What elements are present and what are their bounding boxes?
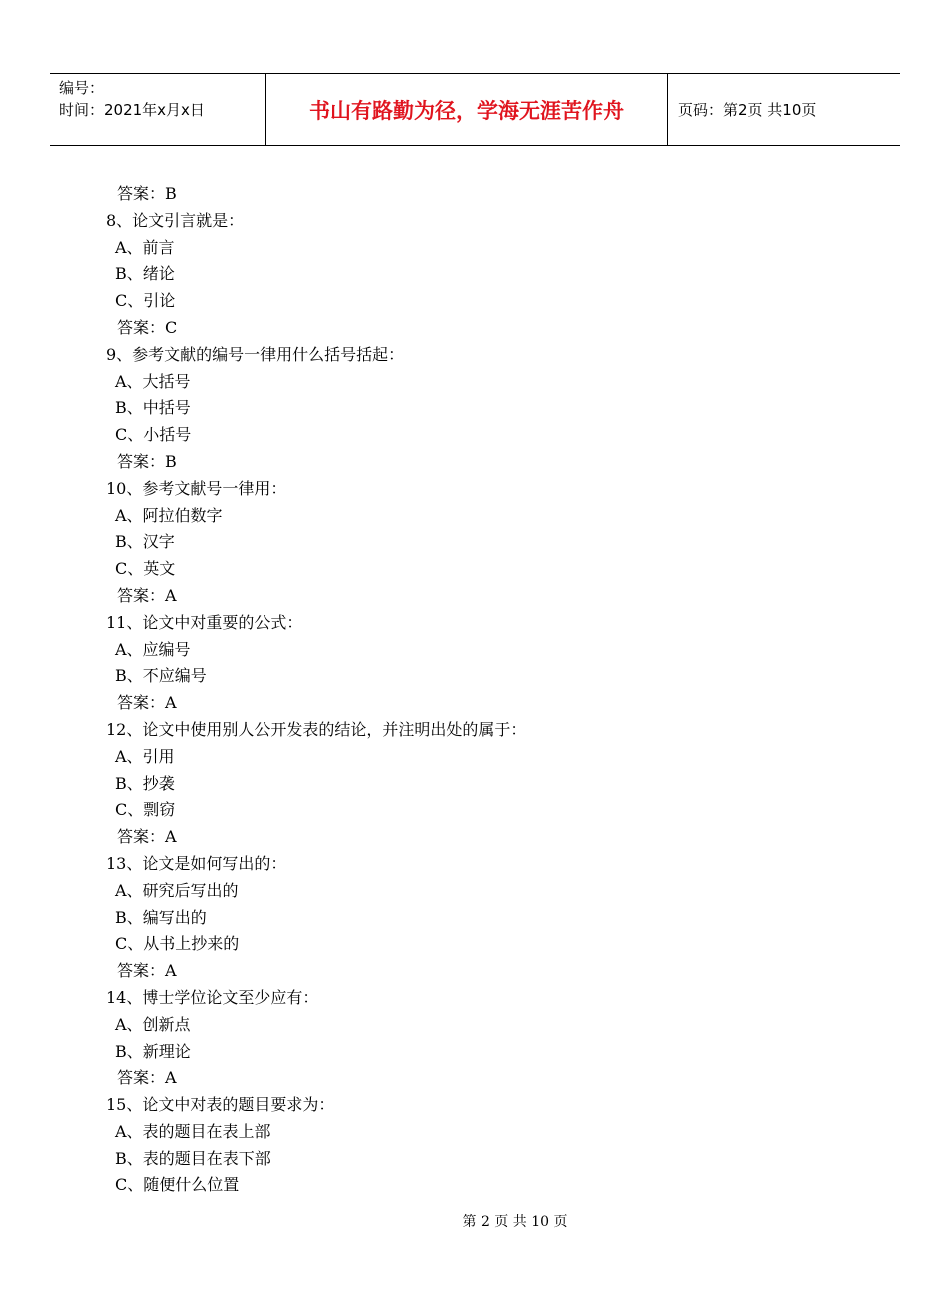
footer-page-number: 第 2 页 共 10 页 xyxy=(462,1214,568,1230)
answer-option: B、不应编号 xyxy=(115,666,207,686)
answer-option: A、应编号 xyxy=(115,639,191,659)
document-time-label: 时间：2021年x月x日 xyxy=(59,101,205,119)
question-text: 14、博士学位论文至少应有： xyxy=(106,987,319,1007)
header-page-number: 页码：第2页 共10页 xyxy=(678,101,817,119)
answer-option: B、新理论 xyxy=(115,1041,191,1061)
answer-key: 答案：B xyxy=(117,184,177,203)
header-meta-cell xyxy=(50,74,266,145)
page-footer xyxy=(0,1211,950,1231)
answer-option: B、抄袭 xyxy=(115,773,175,793)
answer-option: C、随便什么位置 xyxy=(115,1175,240,1195)
answer-option: C、小括号 xyxy=(115,425,192,445)
question-text: 10、参考文献号一律用： xyxy=(106,478,287,498)
answer-option: A、研究后写出的 xyxy=(115,880,239,900)
header-motto-cell xyxy=(266,74,668,145)
answer-option: B、中括号 xyxy=(115,398,191,418)
answer-key: 答案：A xyxy=(117,1068,177,1088)
question-text: 9、参考文献的编号一律用什么括号括起： xyxy=(106,344,405,364)
question-text: 12、论文中使用别人公开发表的结论，并注明出处的属于： xyxy=(106,719,527,739)
answer-key: 答案：A xyxy=(117,827,177,847)
document-body xyxy=(106,181,806,1199)
page-header xyxy=(50,73,900,146)
answer-option: A、创新点 xyxy=(115,1014,191,1034)
answer-option: C、剽窃 xyxy=(115,800,176,820)
question-text: 11、论文中对重要的公式： xyxy=(106,612,303,632)
answer-key: 答案：A xyxy=(117,585,177,605)
question-text: 13、论文是如何写出的： xyxy=(106,853,287,873)
answer-key: 答案：A xyxy=(117,693,177,713)
answer-option: C、引论 xyxy=(115,291,176,311)
answer-key: 答案：B xyxy=(117,451,177,471)
question-text: 8、论文引言就是： xyxy=(106,210,245,230)
header-motto: 书山有路勤为径，学海无涯苦作舟 xyxy=(309,98,624,123)
answer-option: B、汉字 xyxy=(115,532,175,552)
answer-option: A、引用 xyxy=(115,746,175,766)
answer-option: A、表的题目在表上部 xyxy=(115,1121,271,1141)
answer-option: A、阿拉伯数字 xyxy=(115,505,223,525)
answer-option: A、大括号 xyxy=(115,371,191,391)
answer-option: A、前言 xyxy=(115,237,175,257)
question-text: 15、论文中对表的题目要求为： xyxy=(106,1095,335,1115)
answer-option: B、表的题目在表下部 xyxy=(115,1148,271,1168)
header-page-cell xyxy=(668,74,900,145)
answer-option: C、从书上抄来的 xyxy=(115,934,240,954)
answer-option: B、绪论 xyxy=(115,264,175,284)
answer-option: B、编写出的 xyxy=(115,907,207,927)
document-number-label: 编号： xyxy=(59,79,105,97)
answer-key: 答案：C xyxy=(117,317,178,337)
answer-key: 答案：A xyxy=(117,961,177,981)
answer-option: C、英文 xyxy=(115,559,176,579)
